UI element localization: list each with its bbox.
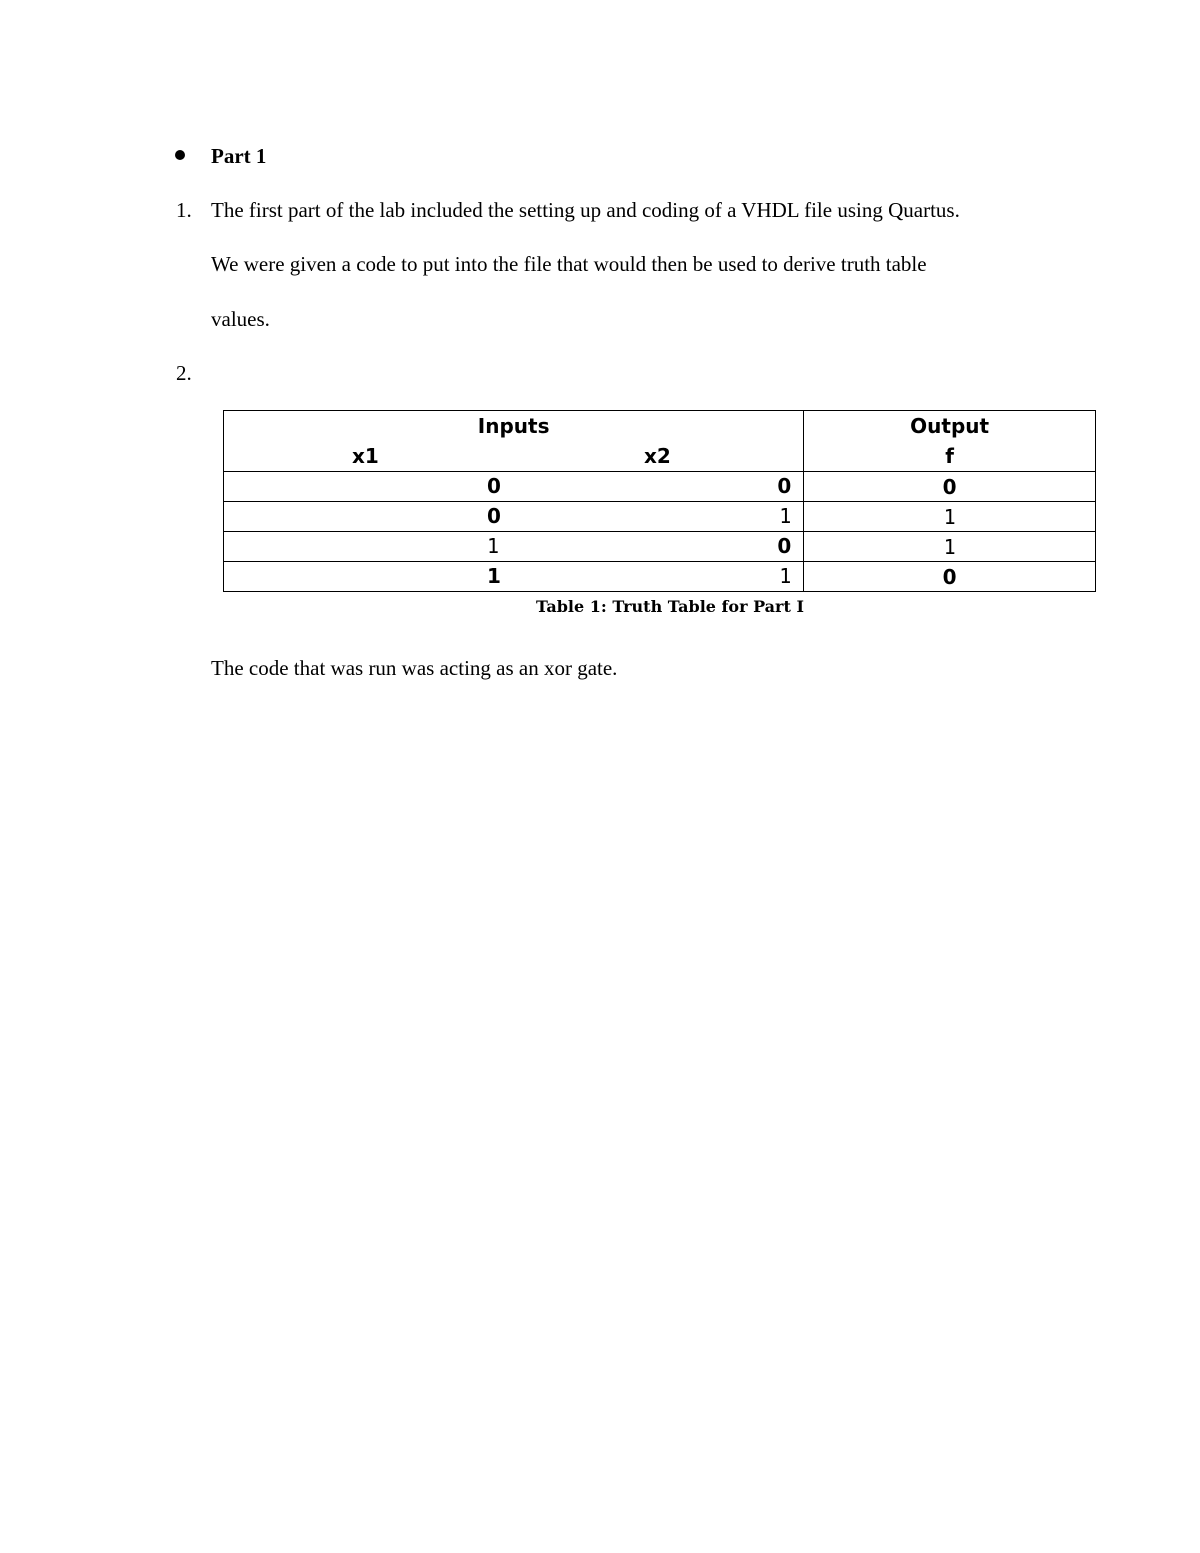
list-number-2: 2. — [176, 361, 192, 385]
conclusion-text: The code that was run was acting as an xor gate. — [211, 656, 618, 680]
table-row — [224, 472, 1096, 502]
item-1-line-1: The first part of the lab included the setting up and coding of a VHDL file using Quartus. — [211, 198, 960, 222]
table-row — [224, 532, 1096, 562]
output-header-cell — [804, 411, 1096, 472]
cell-x1: 0 — [487, 474, 501, 498]
output-header: Output — [910, 414, 990, 438]
cell-x1: 1 — [487, 534, 500, 558]
item-1-line-3: values. — [211, 307, 270, 331]
column-header-x2: x2 — [644, 444, 671, 468]
part-heading: Part 1 — [211, 144, 267, 168]
cell-x2: 1 — [779, 504, 792, 528]
list-number-1: 1. — [176, 198, 192, 222]
column-header-f: f — [945, 444, 954, 468]
cell-f: 1 — [804, 502, 1096, 532]
table-caption: Table 1: Truth Table for Part I — [536, 597, 804, 616]
bullet-icon — [175, 150, 185, 160]
table-header-row — [224, 411, 1096, 472]
table-row — [224, 502, 1096, 532]
cell-x2: 0 — [777, 534, 792, 558]
inputs-header: Inputs — [477, 414, 550, 438]
cell-f: 1 — [804, 532, 1096, 562]
cell-f: 0 — [804, 562, 1096, 592]
cell-x1: 1 — [487, 564, 501, 588]
cell-f: 0 — [804, 472, 1096, 502]
truth-table — [223, 410, 1096, 592]
cell-x2: 1 — [779, 564, 792, 588]
table-row — [224, 562, 1096, 592]
cell-x1: 0 — [487, 504, 501, 528]
cell-x2: 0 — [777, 474, 792, 498]
column-header-x1: x1 — [352, 444, 379, 468]
item-1-line-2: We were given a code to put into the file that would then be used to derive truth table — [211, 252, 927, 276]
inputs-header-cell — [224, 411, 804, 472]
